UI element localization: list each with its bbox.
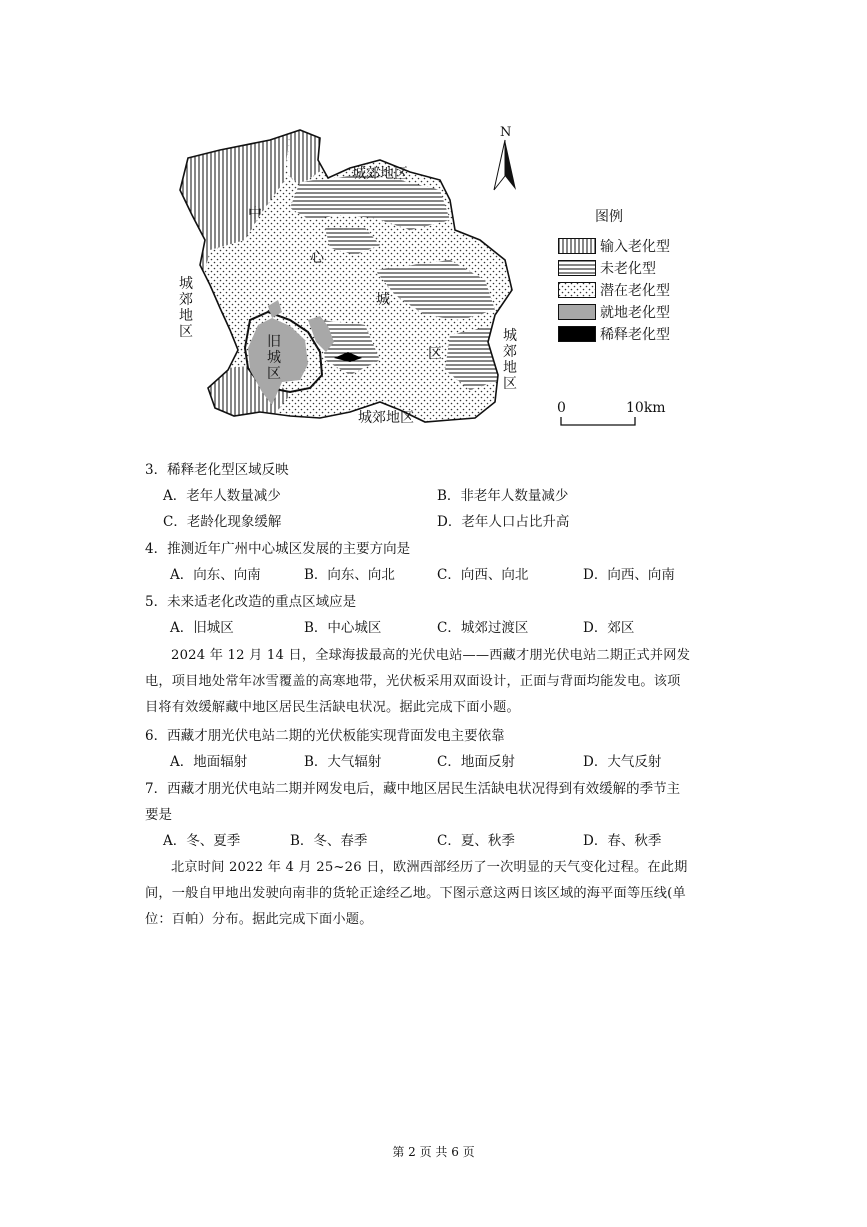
q6-option-d: D．大气反射: [583, 754, 662, 770]
q7-option-b: B．冬、春季: [290, 833, 368, 849]
center-char-4: 区: [428, 346, 442, 362]
question-4-stem: 4．推测近年广州中心城区发展的主要方向是: [145, 541, 411, 557]
north-label: N: [500, 125, 512, 140]
q5-option-b: B．中心城区: [304, 620, 382, 636]
legend-label: 稀释老化型: [600, 327, 670, 343]
q6-option-c: C．地面反射: [437, 754, 515, 770]
q3-option-a: A．老年人数量减少: [163, 488, 281, 504]
scale-end: 10km: [626, 400, 666, 416]
center-char-1: 中: [248, 206, 262, 222]
legend-label: 输入老化型: [600, 239, 670, 255]
legend-swatch-black: [558, 326, 596, 342]
scale-bar: [560, 417, 636, 427]
q6-option-b: B．大气辐射: [304, 754, 382, 770]
q7-option-c: C．夏、秋季: [437, 833, 515, 849]
legend-item-dots: [558, 281, 670, 299]
question-6-stem: 6．西藏才朋光伏电站二期的光伏板能实现背面发电主要依靠: [145, 728, 505, 744]
legend-item-gray: [558, 303, 670, 321]
legend-item-black: [558, 325, 670, 343]
q7-option-a: A．冬、夏季: [163, 833, 241, 849]
q4-option-a: A．向东、向南: [170, 567, 261, 583]
suburb-bottom-label: 城郊地区: [358, 410, 414, 426]
q4-option-d: D．向西、向南: [583, 567, 675, 583]
legend-label: 就地老化型: [600, 305, 670, 321]
q6-option-a: A．地面辐射: [170, 754, 248, 770]
page-footer: 第 2 页 共 6 页: [392, 1145, 475, 1159]
legend-swatch-horizontal: [558, 260, 596, 276]
suburb-top-label: 城郊地区: [352, 166, 408, 182]
legend-swatch-dots: [558, 282, 596, 298]
question-5-stem: 5．未来适老化改造的重点区域应是: [145, 594, 357, 610]
passage-europe-weather: 北京时间 2022 年 4 月 25~26 日，欧洲西部经历了一次明显的天气变化过程。在此期 间，一般自甲地出发驶向南非的货轮正途经乙地。下图示意这两日该区域的海平面等压线(单 位：百帕）分布。据此完成下面小题。: [145, 860, 688, 927]
old-city-label: 旧 城 区: [267, 334, 281, 382]
q4-option-c: C．向西、向北: [437, 567, 529, 583]
suburb-right-label: 城 郊 地 区: [503, 328, 517, 392]
q5-option-a: A．旧城区: [170, 620, 234, 636]
legend-title: 图例: [595, 209, 623, 225]
center-char-3: 城: [376, 292, 390, 308]
legend-item-vertical: [558, 237, 670, 255]
question-3-stem: 3．稀释老化型区域反映: [145, 462, 289, 478]
legend-label: 未老化型: [600, 261, 656, 277]
legend-swatch-vertical: [558, 238, 596, 254]
scale-start: 0: [557, 400, 566, 416]
passage-solar: 2024 年 12 月 14 日，全球海拔最高的光伏电站——西藏才朋光伏电站二期正式并网发 电，项目地处常年冰雪覆盖的高寒地带，光伏板采用双面设计，正面与背面均能发电。该项 目将有效缓解藏中地区居民生活缺电状况。据此完成下面小题。: [145, 648, 691, 715]
q3-option-b: B．非老年人数量减少: [437, 488, 569, 504]
q3-option-d: D．老年人口占比升高: [437, 514, 570, 530]
q7-option-d: D．春、秋季: [583, 833, 662, 849]
question-7-stem-line1: 7．西藏才朋光伏电站二期并网发电后，藏中地区居民生活缺电状况得到有效缓解的季节主: [145, 781, 681, 797]
legend-label: 潜在老化型: [600, 283, 670, 299]
suburb-left-label: 城 郊 地 区: [179, 276, 193, 340]
center-char-2: 心: [310, 250, 324, 266]
legend-swatch-gray: [558, 304, 596, 320]
q5-option-c: C．城郊过渡区: [437, 620, 529, 636]
legend-item-horizontal: [558, 259, 656, 277]
q3-option-c: C．老龄化现象缓解: [163, 514, 282, 530]
question-7-stem-line2: 要是: [145, 807, 172, 823]
q4-option-b: B．向东、向北: [304, 567, 395, 583]
q5-option-d: D．郊区: [583, 620, 635, 636]
